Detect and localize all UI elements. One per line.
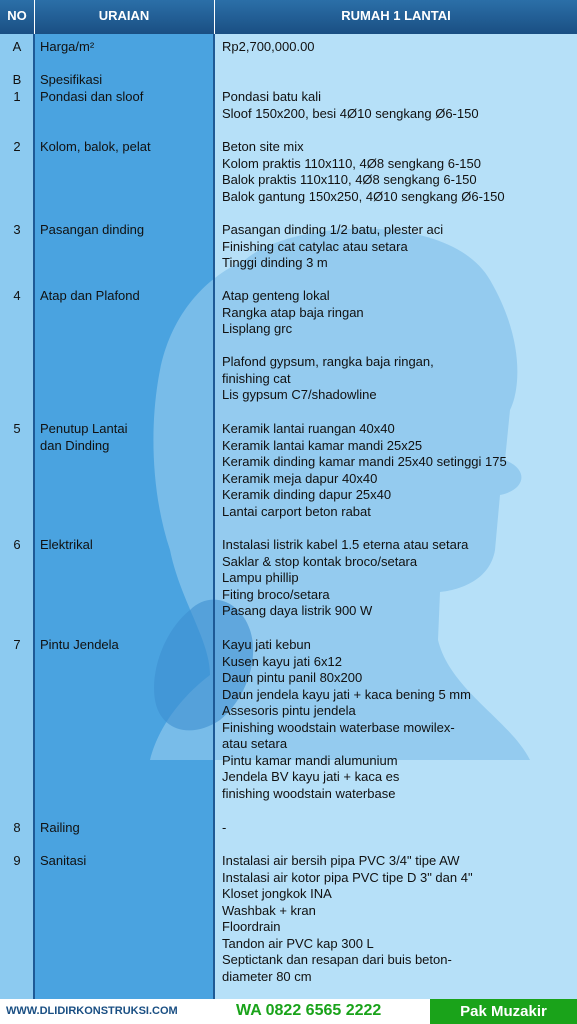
row-label: Railing [40, 820, 80, 835]
row-value: Keramik dinding kamar mandi 25x40 setinggi 175 [222, 454, 507, 469]
row-no: B [12, 72, 22, 87]
row-value: Instalasi air bersih pipa PVC 3/4" tipe AW [222, 853, 460, 868]
row-no: 6 [13, 537, 21, 552]
row-no: 9 [13, 853, 21, 868]
row-label: Kolom, balok, pelat [40, 139, 151, 154]
row-label: Penutup Lantai [40, 421, 128, 436]
row-value: Finishing woodstain waterbase mowilex- [222, 719, 455, 735]
website-link[interactable]: WWW.DLIDIRKONSTRUKSI.COM [6, 1005, 178, 1017]
row-no: 3 [13, 222, 21, 237]
row-value: Keramik lantai ruangan 40x40 [222, 421, 395, 436]
row-value: Atap genteng lokal [222, 288, 330, 303]
row-value: Keramik dinding dapur 25x40 [222, 487, 392, 502]
row-value: atau setara [222, 736, 288, 751]
row-value: Pintu kamar mandi alumunium [222, 752, 398, 768]
row-value: Washbak + kran [222, 902, 316, 918]
row-value: Rangka atap baja ringan [222, 304, 364, 320]
row-value: Tandon air PVC kap 300 L [222, 935, 374, 951]
row-value: Pasang daya listrik 900 W [222, 603, 373, 618]
row-value: Rp2,700,000.00 [222, 39, 315, 54]
row-label: Spesifikasi [40, 72, 103, 87]
row-value: Tinggi dinding 3 m [222, 255, 328, 270]
row-value: Saklar & stop kontak broco/setara [222, 553, 418, 569]
row-label: Pintu Jendela [40, 637, 119, 652]
row-no: 2 [13, 139, 21, 154]
row-value: Balok praktis 110x110, 4Ø8 sengkang 6-150 [222, 172, 477, 187]
row-value: Plafond gypsum, rangka baja ringan, [222, 354, 434, 369]
row-value: Beton site mix [222, 139, 304, 154]
row-label: Pondasi dan sloof [40, 89, 144, 104]
row-no: 5 [13, 421, 21, 436]
row-value: Kloset jongkok INA [222, 886, 332, 901]
row-label: Pasangan dinding [40, 222, 145, 237]
table-header [0, 0, 577, 35]
row-value: Lisplang grc [222, 321, 293, 336]
row-value: Pondasi batu kali [222, 89, 322, 104]
row-no: 8 [13, 820, 21, 835]
row-value: Keramik meja dapur 40x40 [222, 470, 378, 486]
row-value: Floordrain [222, 919, 281, 934]
row-no: A [12, 39, 22, 54]
whatsapp-number: WA 0822 6565 2222 [236, 1002, 382, 1019]
row-label: Atap dan Plafond [40, 288, 140, 303]
row-value: Instalasi listrik kabel 1.5 eterna atau setara [222, 537, 469, 552]
row-value: Kolom praktis 110x110, 4Ø8 sengkang 6-150 [222, 155, 481, 171]
row-value: Instalasi air kotor pipa PVC tipe D 3" dan 4" [222, 869, 473, 885]
row-no: 7 [13, 637, 21, 652]
row-value: Pasangan dinding 1/2 batu, plester aci [222, 222, 444, 237]
header-uraian: URAIAN [98, 8, 150, 23]
row-label: Elektrikal [40, 537, 93, 552]
row-label: dan Dinding [40, 437, 110, 453]
row-value: Lampu phillip [222, 570, 299, 585]
header-no: NO [7, 8, 27, 23]
row-label: Harga/m² [40, 39, 95, 54]
row-value: Lis gypsum C7/shadowline [222, 387, 377, 402]
row-value: Finishing cat catylac atau setara [222, 238, 408, 254]
row-value: Kayu jati kebun [222, 637, 311, 652]
row-value: Sloof 150x200, besi 4Ø10 sengkang Ø6-150 [222, 105, 479, 121]
row-value: Kusen kayu jati 6x12 [222, 653, 342, 669]
row-value: Septictank dan resapan dari buis beton- [222, 952, 452, 967]
row-value: Balok gantung 150x250, 4Ø10 sengkang Ø6-150 [222, 188, 505, 204]
row-value: Daun pintu panil 80x200 [222, 670, 363, 685]
row-value: Fiting broco/setara [222, 586, 330, 602]
row-no: 4 [13, 288, 21, 303]
header-rumah: RUMAH 1 LANTAI [341, 8, 451, 23]
row-value: - [222, 820, 227, 835]
row-label: Sanitasi [40, 853, 87, 868]
row-value: Daun jendela kayu jati + kaca bening 5 mm [222, 686, 471, 702]
row-value: Lantai carport beton rabat [222, 503, 371, 519]
row-no: 1 [13, 89, 21, 104]
row-value: diameter 80 cm [222, 968, 312, 984]
row-value: Keramik lantai kamar mandi 25x25 [222, 437, 423, 453]
row-value: Jendela BV kayu jati + kaca es [222, 769, 400, 784]
row-value: finishing woodstain waterbase [222, 785, 396, 801]
contact-name-badge: Pak Muzakir [430, 999, 577, 1024]
row-value: Assesoris pintu jendela [222, 703, 356, 718]
column-divider [213, 34, 215, 999]
row-value: finishing cat [222, 370, 291, 386]
footer [0, 999, 577, 1024]
